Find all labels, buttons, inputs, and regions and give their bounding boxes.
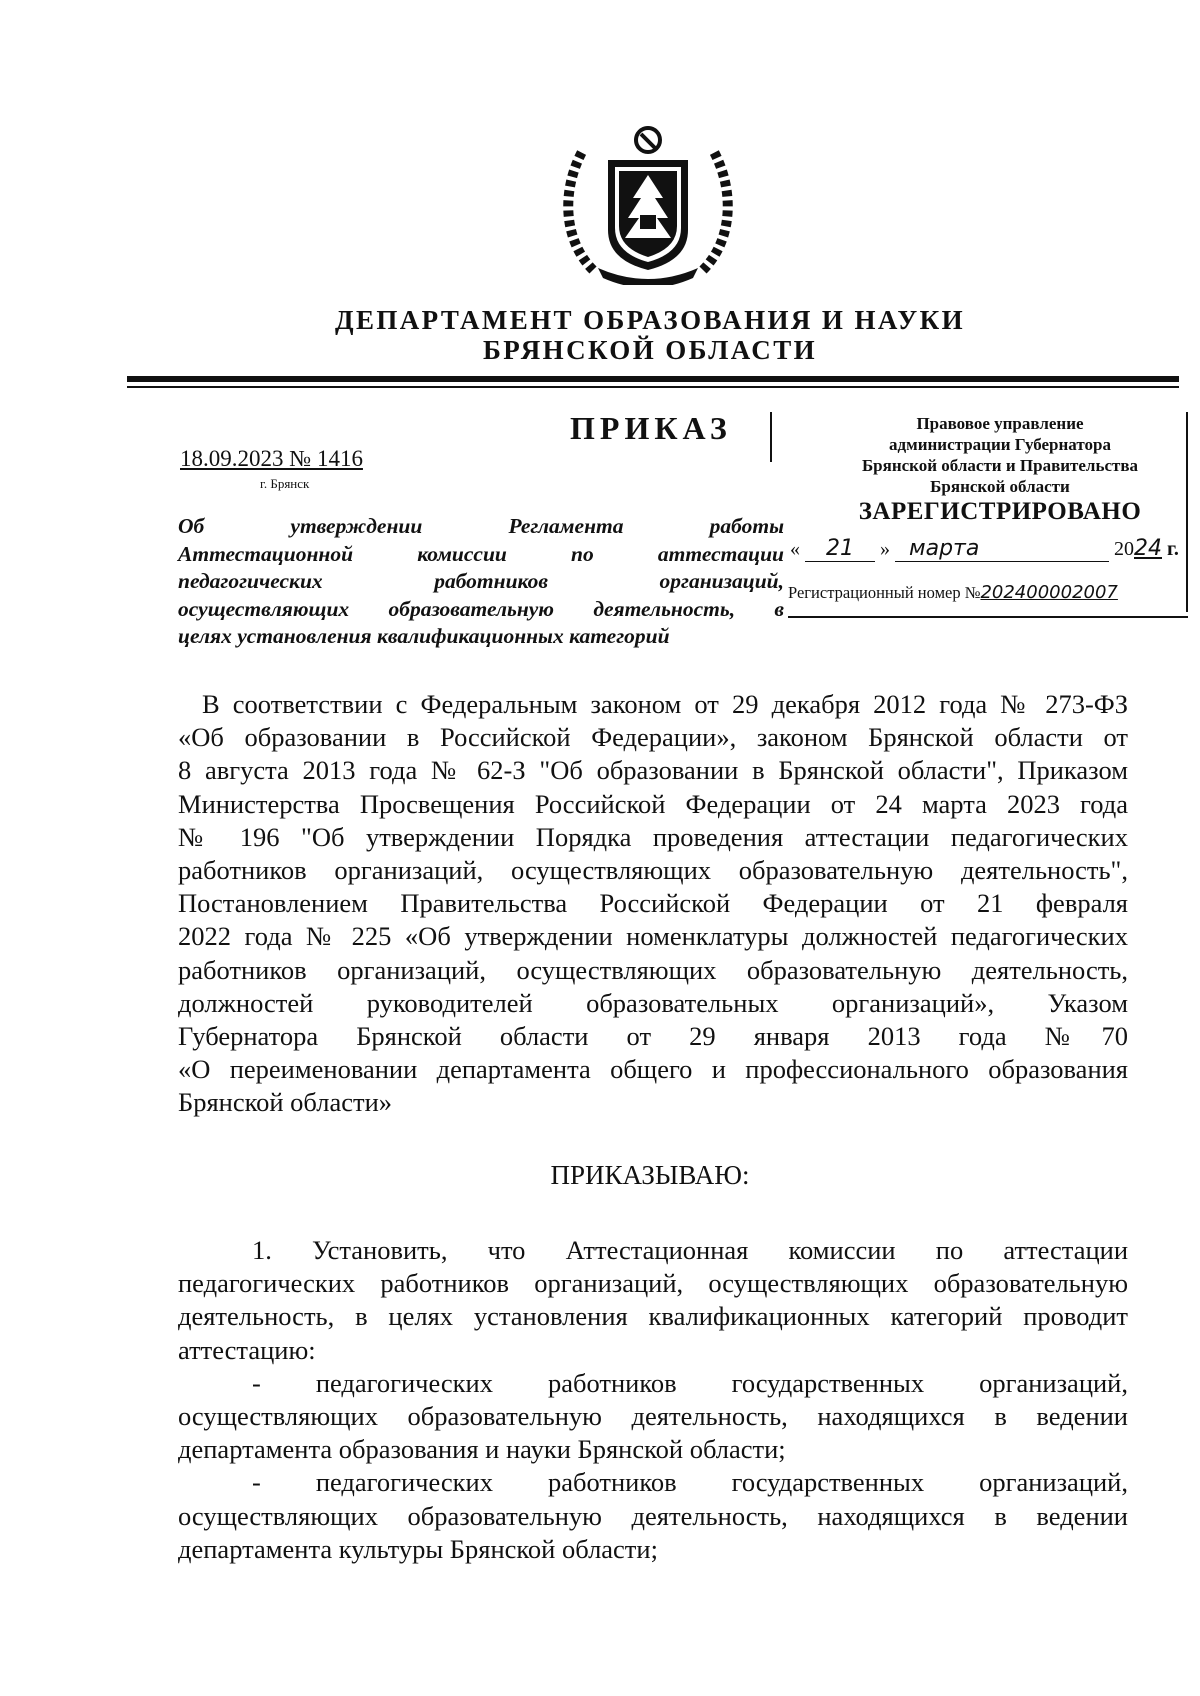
stamp-date-day: 21 <box>805 536 875 562</box>
preamble-line: Министерства Просвещения Российской Федерации от 24 марта 2023 года <box>178 788 1128 819</box>
stamp-border-bottom <box>788 616 1188 618</box>
header-rule-thin <box>127 386 1179 388</box>
document-type-title: ПРИКАЗ <box>570 410 732 446</box>
body-line: деятельность, в целях установления квалификационных категорий проводит <box>178 1301 1128 1332</box>
subject-line: Аттестационной комиссии по аттестации <box>178 541 784 566</box>
body-line: 1. Установить, что Аттестационная комиссии по аттестации <box>252 1235 1128 1265</box>
stamp-date-year-prefix: 20 <box>1114 538 1134 560</box>
stamp-reg-number-row <box>788 582 1190 603</box>
body-line: аттестацию: <box>178 1334 316 1365</box>
org-name-line-1: ДЕПАРТАМЕНТ ОБРАЗОВАНИЯ И НАУКИ <box>334 305 966 335</box>
preamble-line: № 196 "Об утверждении Порядка проведения аттестации педагогических <box>178 821 1128 852</box>
order-city: г. Брянск <box>260 476 310 491</box>
stamp-date-month: марта <box>895 536 1109 562</box>
order-body <box>178 1234 1128 1566</box>
body-line: - педагогических работников государственных организаций, <box>252 1467 1128 1498</box>
preamble-line: должностей руководителей образовательных организаций», Указом <box>178 987 1128 1018</box>
subject-line: целях установления квалификационных категорий <box>178 624 670 648</box>
stamp-quote-close: » <box>880 538 890 560</box>
preamble-line: работников организаций, осуществляющих образовательную деятельность", <box>178 855 1128 886</box>
body-line: педагогических работников организаций, осуществляющих образовательную <box>178 1268 1128 1299</box>
preamble-line: 8 августа 2013 года № 62-З "Об образовании в Брянской области", Приказом <box>178 755 1128 786</box>
preamble-line: Губернатора Брянской области от 29 января 2013 года №70 <box>178 1021 1128 1052</box>
stamp-reg-number-label: Регистрационный номер № <box>788 583 981 602</box>
preamble-line: Брянской области» <box>178 1087 393 1118</box>
body-line: - педагогических работников государственных организаций, <box>252 1367 1128 1398</box>
preamble-line: «О переименовании департамента общего и профессионального образования <box>178 1054 1128 1085</box>
stamp-line-2: администрации Губернатора <box>889 435 1111 454</box>
body-line: осуществляющих образовательную деятельность, находящихся в ведении <box>178 1401 1128 1432</box>
stamp-quote-open: « <box>790 538 800 560</box>
preamble-line: 2022 года № 225 «Об утверждении номенклатуры должностей педагогических <box>178 921 1128 952</box>
header-rule-thick <box>127 376 1179 382</box>
preamble-line: В соответствии с Федеральным законом от 29 декабря 2012 года № 273-ФЗ <box>202 689 1128 719</box>
body-line: департамента образования и науки Брянской области; <box>178 1434 786 1465</box>
stamp-border-left <box>770 412 772 462</box>
preamble-line: работников организаций, осуществляющих образовательную деятельность, <box>178 954 1128 985</box>
stamp-reg-number: 202400002007 <box>980 582 1118 603</box>
body-line: осуществляющих образовательную деятельность, находящихся в ведении <box>178 1500 1128 1531</box>
subject-line: Об утверждении Регламента работы <box>178 514 784 538</box>
stamp-line-4: Брянской области <box>930 477 1070 496</box>
order-subject <box>178 513 784 651</box>
preamble-paragraph <box>178 688 1128 1120</box>
org-name-line-2: БРЯНСКОЙ ОБЛАСТИ <box>482 335 817 365</box>
order-date-number: 18.09.2023 № 1416 <box>180 446 363 471</box>
order-directive-heading: ПРИКАЗЫВАЮ: <box>550 1160 750 1190</box>
preamble-line: «Об образовании в Российской Федерации», законом Брянской области от <box>178 722 1128 753</box>
stamp-line-1: Правовое управление <box>916 414 1084 433</box>
coat-of-arms-emblem <box>553 120 743 285</box>
stamp-date-year-suffix: 24 <box>1134 536 1162 561</box>
stamp-year-label: г. <box>1167 538 1179 560</box>
stamp-line-3: Брянской области и Правительства <box>861 456 1139 475</box>
stamp-registered-label: ЗАРЕГИСТРИРОВАНО <box>858 498 1142 525</box>
subject-line: осуществляющих образовательную деятельность, в <box>178 596 784 621</box>
body-line: департамента культуры Брянской области; <box>178 1533 658 1564</box>
subject-line: педагогических работников организаций, <box>178 569 784 593</box>
preamble-line: Постановлением Правительства Российской Федерации от 21 февраля <box>178 888 1128 919</box>
stamp-date-row <box>790 536 1190 566</box>
